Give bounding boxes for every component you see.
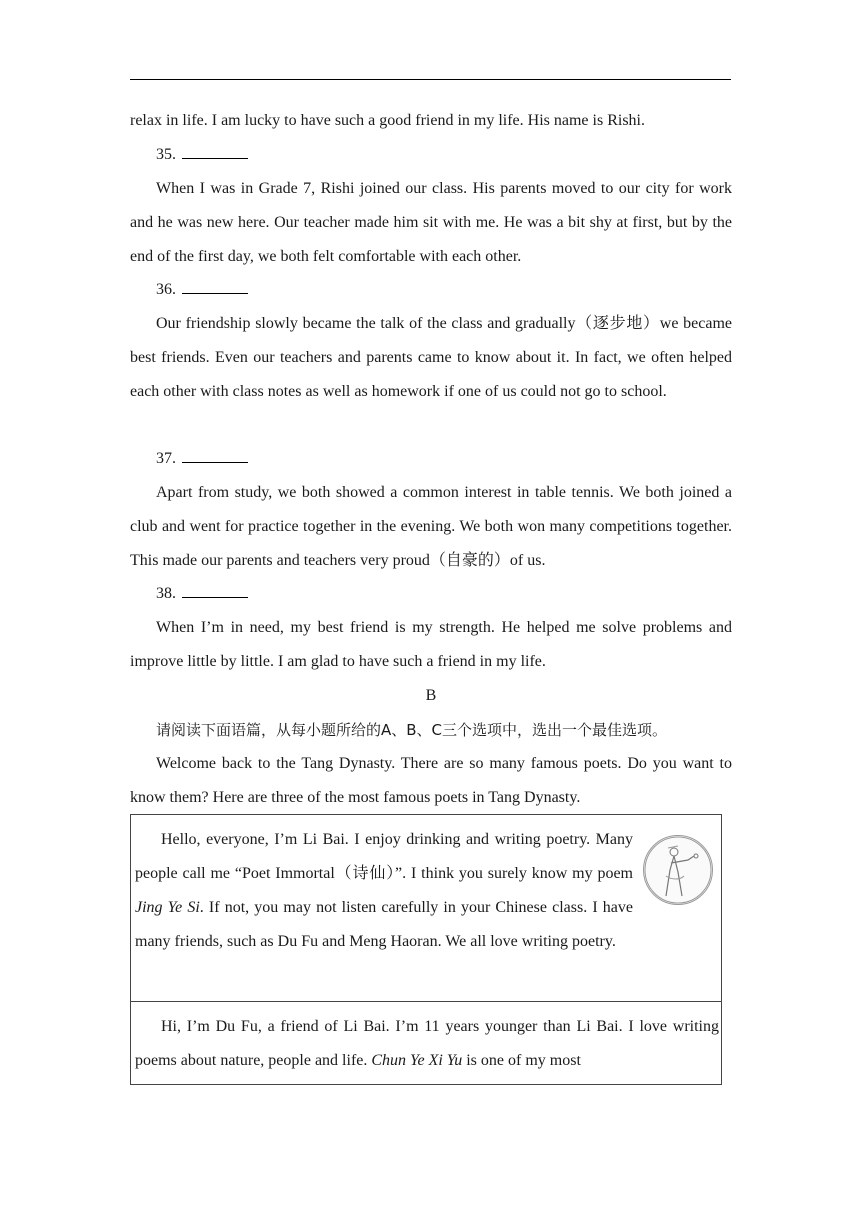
question-35[interactable] — [156, 138, 248, 172]
li-bai-text-1: Hello, everyone, I’m Li Bai. I enjoy drinking and writing poetry. Many people call me “Poet Immortal（诗仙）”. I think you surely know my poem — [135, 831, 633, 882]
question-38-number: 38. — [156, 585, 176, 602]
section-b-instruction: 请阅读下面语篇，从每小题所给的A、B、C三个选项中，选出一个最佳选项。 — [156, 721, 668, 739]
header-rule — [130, 79, 731, 80]
li-bai-text-2: . If not, you may not listen carefully in your Chinese class. I have many friends, such as Du Fu and Meng Haoran. We all love writing poetry. — [135, 899, 633, 950]
question-35-number: 35. — [156, 146, 176, 163]
answer-blank-36[interactable] — [182, 281, 248, 294]
section-b-heading: B — [425, 687, 437, 704]
li-bai-poem-title: Jing Ye Si — [135, 899, 200, 916]
answer-blank-38[interactable] — [182, 585, 248, 598]
li-bai-portrait-icon — [643, 835, 713, 905]
question-37-number: 37. — [156, 450, 176, 467]
du-fu-box — [130, 1001, 722, 1085]
question-37[interactable] — [156, 442, 248, 476]
answer-blank-37[interactable] — [182, 450, 248, 463]
li-bai-box — [130, 814, 722, 1002]
du-fu-poem-title: Chun Ye Xi Yu — [371, 1052, 463, 1069]
answer-blank-35[interactable] — [182, 146, 248, 159]
paragraph-4: When I’m in need, my best friend is my strength. He helped me solve problems and improve little by little. I am glad to have such a friend in my life. — [130, 619, 732, 670]
question-38[interactable] — [156, 577, 248, 611]
paragraph-3: Apart from study, we both showed a common interest in table tennis. We both joined a club and went for practice together in the evening. We both won many competitions together. This made our parents and teachers very proud（自豪的）of us. — [130, 484, 732, 569]
du-fu-text-1: Hi, I’m Du Fu, a friend of Li Bai. I’m 11 years younger than Li Bai. I love writing poems about nature, people and life. — [135, 1018, 719, 1069]
question-36[interactable] — [156, 273, 248, 307]
section-b-intro: Welcome back to the Tang Dynasty. There are so many famous poets. Do you want to know them? Here are three of the most famous poets in Tang Dynasty. — [130, 755, 732, 806]
paragraph-1: When I was in Grade 7, Rishi joined our class. His parents moved to our city for work and he was new here. Our teacher made him sit with me. He was a bit shy at first, but by the end of the first day, we both felt comfortable with each other. — [130, 180, 732, 265]
question-36-number: 36. — [156, 281, 176, 298]
du-fu-text-2: is one of my most — [462, 1052, 581, 1069]
intro-paragraph: relax in life. I am lucky to have such a good friend in my life. His name is Rishi. — [130, 112, 645, 129]
paragraph-2: Our friendship slowly became the talk of the class and gradually（逐步地）we became best friends. Even our teachers and parents came to know about it. In fact, we often helped each other with class notes as well as homework if one of us could not go to school. — [130, 315, 732, 400]
